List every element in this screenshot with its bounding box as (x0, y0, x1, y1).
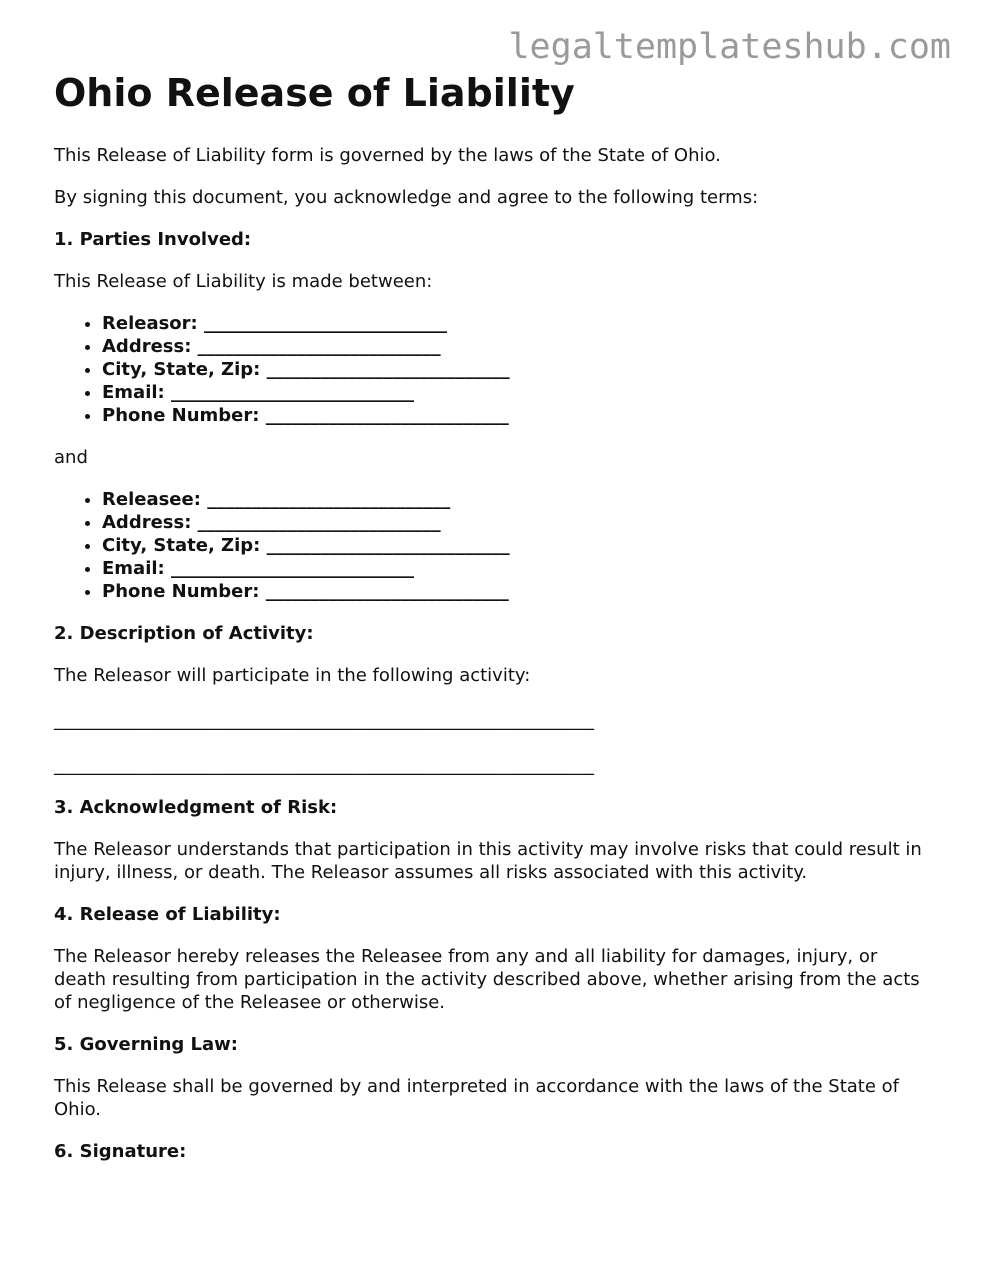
watermark: legaltemplateshub.com (508, 27, 951, 67)
activity-blank-line: ____________________________________________________________ (54, 754, 594, 776)
activity-blank-line: ____________________________________________________________ (54, 709, 594, 731)
document-page (54, 72, 934, 1182)
risk-text: The Releasor understands that participation in this activity may involve risks that could result in injury, illness, or death. The Releasor assumes all risks associated with this activity. (54, 838, 922, 883)
releasor-name-field: • Releasor: ___________________________ (102, 312, 934, 335)
releasor-city-state-zip-field: • City, State, Zip: ___________________________ (102, 358, 934, 381)
governing-law-text: This Release shall be governed by and interpreted in accordance with the laws of the State of Ohio. (54, 1075, 899, 1120)
section-heading-governing-law: 5. Governing Law: (54, 1033, 238, 1055)
releasor-address-field: • Address: ___________________________ (102, 335, 934, 358)
and-separator: and (54, 446, 88, 468)
section-heading-risk: 3. Acknowledgment of Risk: (54, 796, 338, 818)
section-heading-release: 4. Release of Liability: (54, 903, 281, 925)
releasor-email-field: • Email: ___________________________ (102, 381, 934, 404)
activity-text: The Releasor will participate in the following activity: (54, 664, 531, 686)
releasee-address-field: • Address: ___________________________ (102, 511, 934, 534)
parties-intro-text: This Release of Liability is made between: (54, 270, 433, 292)
releasor-field-list (54, 312, 934, 427)
section-heading-activity: 2. Description of Activity: (54, 622, 314, 644)
releasee-name-field: • Releasee: ___________________________ (102, 488, 934, 511)
section-heading-signature: 6. Signature: (54, 1140, 187, 1162)
section-heading-parties: 1. Parties Involved: (54, 228, 252, 250)
releasee-email-field: • Email: ___________________________ (102, 557, 934, 580)
document-title: Ohio Release of Liability (54, 71, 575, 115)
intro-paragraph: This Release of Liability form is governed by the laws of the State of Ohio. (54, 144, 721, 166)
releasee-phone-field: • Phone Number: ___________________________ (102, 580, 934, 603)
releasee-city-state-zip-field: • City, State, Zip: ___________________________ (102, 534, 934, 557)
release-text: The Releasor hereby releases the Releasee from any and all liability for damages, injury, or death resulting from participation in the activity described above, whether arising from the acts of negligence of the Releasee or otherwise. (54, 945, 920, 1013)
intro-paragraph: By signing this document, you acknowledge and agree to the following terms: (54, 186, 759, 208)
releasor-phone-field: • Phone Number: ___________________________ (102, 404, 934, 427)
releasee-field-list (54, 488, 934, 603)
